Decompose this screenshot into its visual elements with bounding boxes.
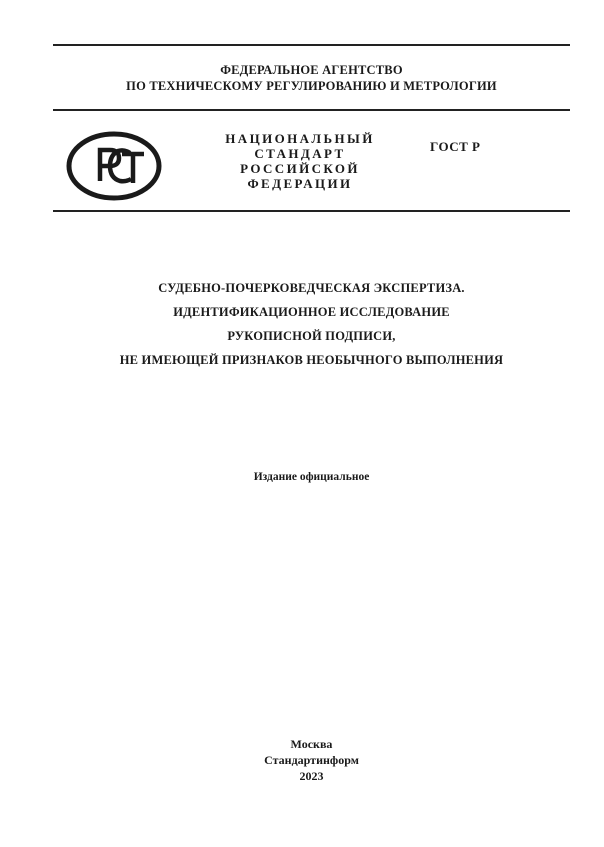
imprint-publisher: Стандартинформ [264, 753, 359, 767]
title-line-4: НЕ ИМЕЮЩЕЙ ПРИЗНАКОВ НЕОБЫЧНОГО ВЫПОЛНЕНИЯ [119, 353, 504, 367]
standard-line-3: РОССИЙСКОЙ [240, 161, 360, 176]
middle-rule [53, 109, 570, 111]
document-title [53, 276, 570, 372]
standard-line-1: НАЦИОНАЛЬНЫЙ [225, 131, 375, 146]
standard-line-4: ФЕДЕРАЦИИ [247, 176, 353, 191]
agency-line-1: ФЕДЕРАЛЬНОЕ АГЕНТСТВО [220, 63, 403, 77]
title-line-2: ИДЕНТИФИКАЦИОННОЕ ИССЛЕДОВАНИЕ [173, 305, 450, 319]
standard-line-2: СТАНДАРТ [254, 146, 346, 161]
agency-header [53, 62, 570, 94]
rst-logo-icon [66, 131, 162, 201]
imprint-year: 2023 [299, 769, 324, 783]
imprint [53, 736, 570, 784]
edition-label: Издание официальное [253, 471, 370, 483]
standard-designation-block [200, 131, 400, 191]
gost-designation: ГОСТ Р [430, 139, 481, 154]
title-line-1: СУДЕБНО-ПОЧЕРКОВЕДЧЕСКАЯ ЭКСПЕРТИЗА. [158, 281, 465, 295]
title-line-3: РУКОПИСНОЙ ПОДПИСИ, [227, 329, 396, 343]
top-rule [53, 44, 570, 46]
agency-line-2: ПО ТЕХНИЧЕСКОМУ РЕГУЛИРОВАНИЮ И МЕТРОЛОГИИ [126, 79, 497, 93]
imprint-city: Москва [290, 737, 333, 751]
bottom-rule [53, 210, 570, 212]
